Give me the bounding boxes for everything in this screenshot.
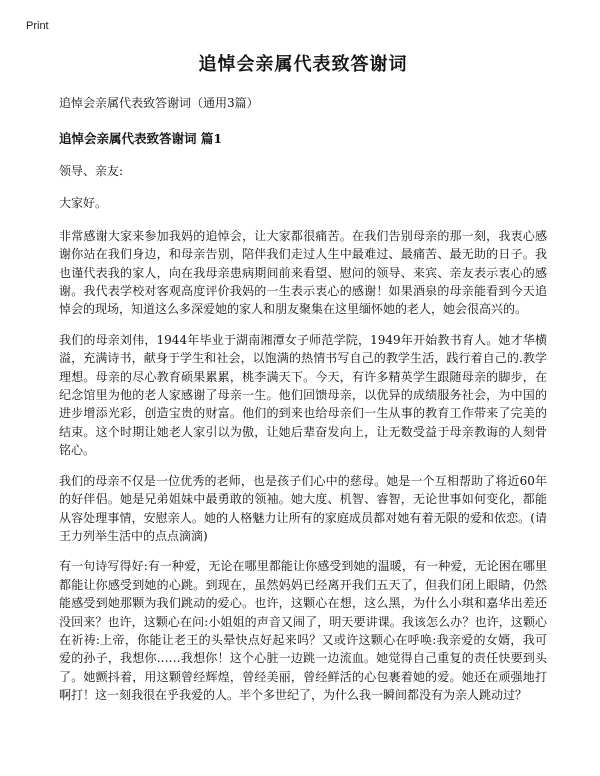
salutation: 领导、亲友: [59,164,124,178]
paragraph-character: 我们的母亲不仅是一位优秀的老师，也是孩子们心中的慈母。她是一个互相帮助了将近60年的好伴侣。她是兄弟姐妹中最勇敢的领袖。她大度、机智、睿智，无论世事如何变化，都能从容处理事情，安慰亲人。她的人格魅力让所有的家庭成员都对她有着无限的爱和依恋。(请王力列举生活中的点点滴滴) [59,473,547,543]
document-page [59,50,547,717]
paragraph-biography: 我们的母亲刘伟，1944年毕业于湖南湘潭女子师范学院，1949年开始教书育人。她才华横溢，充满诗书，献身于学生和社会，以饱满的热情书写自己的教学生活，践行着自己的.教学理想。母亲的尽心教育硕果累累，桃李满天下。今天，有许多精英学生跟随母亲的脚步，在纪念馆里为他的老人家感谢了母亲一生。他们回馈母亲，以优异的成绩服务社会，为中国的进步增添光彩，创造宝贵的财富。他们的到来也给母亲们一生从事的教育工作带来了完美的结束。这个时期让她老人家引以为傲，让她后辈奋发向上，让无数受益于母亲教诲的人刻骨铭心。 [59,332,547,458]
paragraph-thanks: 非常感谢大家来参加我妈的追悼会，让大家都很痛苦。在我们告别母亲的那一刻，我衷心感谢你站在我们身边，和母亲告别，陪伴我们走过人生中最难过、最痛苦、最无助的日子。我也谨代表我的家人，向在我母亲患病期间前来看望、慰问的领导、来宾、亲友表示衷心的感谢。我代表学校对客观高度评价我妈的一生表示衷心的感谢！如果酒泉的母亲能看到今天追悼会的现场，知道这么多深爱她的家人和朋友聚集在这里缅怀她的老人，她会很高兴的。 [59,228,547,317]
paragraph-poem: 有一句诗写得好:有一种爱，无论在哪里都能让你感受到她的温暖，有一种爱，无论困在哪里都能让你感受到她的心跳。到现在，虽然妈妈已经离开我们五天了，但我们闭上眼睛，仍然能感受到她那颗为我们跳动的爱心。也许，这颗心在想，这么黑，为什么小琪和嘉华出差还没回来？也许，这颗心在问:小姐姐的声音又闹了，明天要讲课。我该怎么办？也许，这颗心在祈祷:上帝，你能让老王的头晕快点好起来吗？又或许这颗心在呼唤:我亲爱的女婿，我可爱的孙子，我想你……我想你！这个心脏一边跳一边流血。她觉得自己重复的责任快要到头了。她颤抖着，用这颗曾经辉煌，曾经美丽，曾经鲜活的心包裹着她的爱。她还在顽强地打啊打！这一刻我很在乎我爱的人。半个多世纪了，为什么我一瞬间都没有为亲人跳动过？ [59,559,547,703]
greeting: 大家好。 [59,196,108,211]
document-title: 追悼会亲属代表致答谢词 [198,54,408,75]
document-subtitle: 追悼会亲属代表致答谢词（通用3篇） [59,96,259,110]
article-heading: 追悼会亲属代表致答谢词 篇1 [59,131,223,146]
print-link[interactable]: Print [26,20,49,32]
